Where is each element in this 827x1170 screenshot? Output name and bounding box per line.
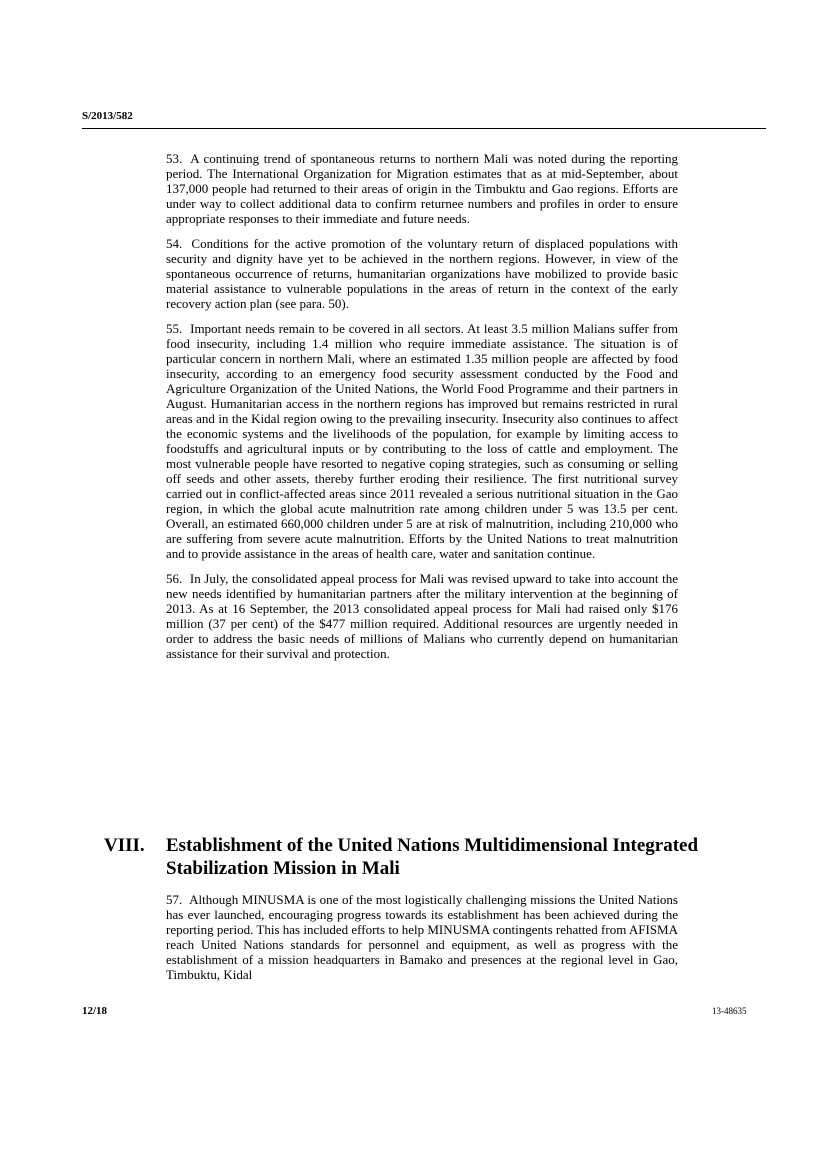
paragraph-53	[166, 151, 678, 226]
paragraph-number: 54.	[166, 236, 183, 251]
paragraph-number: 55.	[166, 321, 183, 336]
page-number: 12/18	[82, 1005, 108, 1017]
paragraph-text: Important needs remain to be covered in all sectors. At least 3.5 million Malians suffer from food insecurity, including 1.4 million who require immediate assistance. The situation is of particular concern in northern Mali, where an estimated 1.35 million people are affected by food insecurity, according to an emergency food security assessment conducted by the Food and Agriculture Organization of the United Nations, the World Food Programme and their partners in August. Humanitarian access in the northern regions has improved but remains restricted in rural areas and in the Kidal region owing to the prevailing insecurity. Insecurity also continues to affect the economic systems and the livelihoods of the population, for example by limiting access to foodstuffs and agricultural inputs or by contributing to the loss of cattle and employment. The most vulnerable people have resorted to negative coping strategies, such as consuming or selling off seeds and other assets, thereby further eroding their resilience. The first nutritional survey carried out in conflict-affected areas since 2011 revealed a serious nutritional situation in the Gao region, in which the global acute malnutrition rate among children under 5 was 13.5 per cent. Overall, an estimated 660,000 children under 5 are at risk of malnutrition, including 210,000 who are suffering from severe acute malnutrition. Efforts by the United Nations to treat malnutrition and to provide assistance in the areas of health care, water and sanitation continue.	[166, 321, 678, 561]
body-text	[166, 151, 678, 671]
paragraph-number: 56.	[166, 571, 183, 586]
paragraph-text: Although MINUSMA is one of the most logistically challenging missions the United Nations has ever launched, encouraging progress towards its establishment has been achieved during the reporting period. This has included efforts to help MINUSMA contingents rehatted from AFISMA reach United Nations standards for personnel and equipment, as well as progress with the establishment of a mission headquarters in Bamako and presences at the regional level in Gao, Timbuktu, Kidal	[166, 892, 678, 982]
paragraph-55	[166, 321, 678, 561]
document-number: 13-48635	[712, 1006, 747, 1016]
paragraph-number: 53.	[166, 151, 183, 166]
document-symbol: S/2013/582	[82, 110, 133, 122]
paragraph-54	[166, 236, 678, 311]
paragraph-57	[166, 892, 678, 982]
header-rule	[82, 128, 766, 129]
paragraph-text: Conditions for the active promotion of the voluntary return of displaced populations with security and dignity have yet to be achieved in the northern regions. However, in view of the spontaneous occurrence of returns, humanitarian organizations have mobilized to provide basic material assistance to vulnerable populations in the areas of return in the context of the early recovery action plan (see para. 50).	[166, 236, 679, 311]
section-number: VIII.	[104, 835, 145, 856]
paragraph-56	[166, 571, 678, 661]
body-text-section	[166, 892, 678, 992]
paragraph-text: A continuing trend of spontaneous returns to northern Mali was noted during the reporting period. The International Organization for Migration estimates that as at mid-September, about 137,000 people had returned to their areas of origin in the Timbuktu and Gao regions. Efforts are under way to collect additional data to confirm returnee numbers and profiles in order to ensure appropriate responses to their immediate and future needs.	[166, 151, 678, 226]
section-title: Establishment of the United Nations Multidimensional Integrated Stabilization Mission in Mali	[166, 835, 699, 879]
paragraph-number: 57.	[166, 892, 183, 907]
paragraph-text: In July, the consolidated appeal process for Mali was revised upward to take into account the new needs identified by humanitarian partners after the military intervention at the beginning of 2013. As at 16 September, the 2013 consolidated appeal process for Mali had raised only $176 million (37 per cent) of the $477 million required. Additional resources are urgently needed in order to address the basic needs of millions of Malians who currently depend on humanitarian assistance for their survival and protection.	[166, 571, 679, 661]
